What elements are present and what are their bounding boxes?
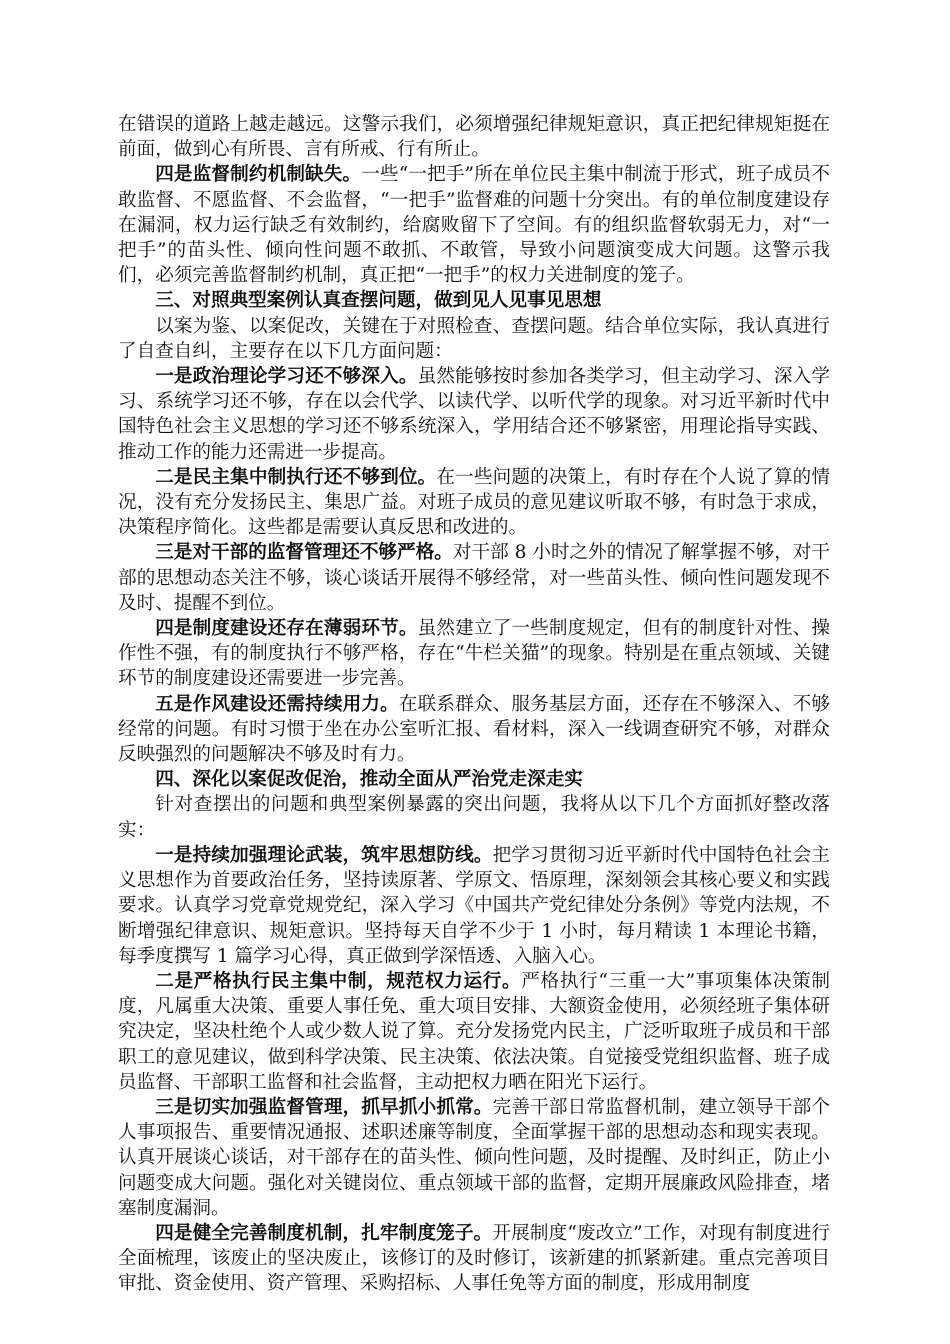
body-paragraph	[118, 616, 830, 692]
body-paragraph	[118, 1221, 830, 1297]
paragraph-text: 虽然能够按时参加各类学习，但主动学习、深入学习、系统学习还不够，存在以会代学、以读代学、以听代学的现象。对习近平新时代中国特色社会主义思想的学习还不够系统深入，学用结合还不够紧密，用理论指导实践、推动工作的能力还需进一步提高。	[118, 366, 830, 463]
paragraph-text: 针对查摆出的问题和典型案例暴露的突出问题，我将从以下几个方面抓好整改落实：	[118, 794, 830, 841]
body-paragraph	[118, 692, 830, 768]
paragraph-text: 完善干部日常监督机制，建立领导干部个人事项报告、重要情况通报、述职述廉等制度，全面掌握干部的思想动态和现实表现。认真开展谈心谈话，对干部存在的苗头性、倾向性问题，及时提醒、及时纠正，防止小问题变成大问题。强化对关键岗位、重点领域干部的监督，定期开展廉政风险排查，堵塞制度漏洞。	[118, 1096, 830, 1219]
paragraph-lead-sentence: 一是政治理论学习还不够深入。	[155, 366, 418, 388]
body-paragraph	[118, 1095, 830, 1221]
paragraph-lead-sentence: 一是持续加强理论武装，筑牢思想防线。	[155, 844, 493, 866]
paragraph-text: 一些“一把手”所在单位民主集中制流于形式，班子成员不敢监督、不愿监督、不会监督，“一把手”监督难的问题十分突出。有的单位制度建设存在漏洞，权力运行缺乏有效制约，给腐败留下了空间。有的组织监督软弱无力，对“一把手”的苗头性、倾向性问题不敢抓、不敢管，导致小问题演变成大问题。这警示我们，必须完善监督制约机制，真正把“一把手”的权力关进制度的笼子。	[118, 164, 830, 287]
body-paragraph	[118, 314, 830, 364]
paragraph-lead-sentence: 三是对干部的监督管理还不够严格。	[155, 542, 453, 564]
body-paragraph	[118, 792, 830, 842]
paragraph-lead-sentence: 二是民主集中制执行还不够到位。	[155, 466, 437, 488]
section-heading: 三、对照典型案例认真查摆问题，做到见人见事见思想	[155, 290, 602, 312]
body-paragraph	[118, 112, 830, 162]
paragraph-lead-sentence: 四是监督制约机制缺失。	[155, 164, 362, 186]
section-heading: 四、深化以案促改促治，推动全面从严治党走深走实	[155, 769, 583, 791]
paragraph-text: 严格执行“三重一大”事项集体决策制度，凡属重大决策、重要人事任免、重大项目安排、大额资金使用，必须经班子集体研究决定，坚决杜绝个人或少数人说了算。充分发扬党内民主，广泛听取班子成员和干部职工的意见建议，做到科学决策、民主决策、依法决策。自觉接受党组织监督、班子成员监督、干部职工监督和社会监督，主动把权力晒在阳光下运行。	[118, 970, 830, 1093]
body-paragraph	[118, 969, 830, 1095]
body-paragraph	[118, 465, 830, 541]
paragraph-text: 在联系群众、服务基层方面，还存在不够深入、不够经常的问题。有时习惯于坐在办公室听汇报、看材料，深入一线调查研究不够，对群众反映强烈的问题解决不够及时有力。	[118, 693, 830, 766]
paragraph-text: 对干部 8 小时之外的情况了解掌握不够，对干部的思想动态关注不够，谈心谈话开展得不够经常，对一些苗头性、倾向性问题发现不及时、提醒不到位。	[118, 542, 830, 614]
body-paragraph	[118, 843, 830, 969]
paragraph-text: 开展制度“废改立”工作，对现有制度进行全面梳理，该废止的坚决废止，该修订的及时修订，该新建的抓紧新建。重点完善项目审批、资金使用、资产管理、采购招标、人事任免等方面的制度，形成用制度	[118, 1222, 830, 1295]
paragraph-text: 在错误的道路上越走越远。这警示我们，必须增强纪律规矩意识，真正把纪律规矩挺在前面，做到心有所畏、言有所戒、行有所止。	[118, 114, 830, 161]
paragraph-text: 在一些问题的决策上，有时存在个人说了算的情况，没有充分发扬民主、集思广益。对班子成员的意见建议听取不够，有时急于求成，决策程序简化。这些都是需要认真反思和改进的。	[118, 466, 830, 539]
body-paragraph	[118, 162, 830, 288]
paragraph-lead-sentence: 五是作风建设还需持续用力。	[155, 693, 399, 715]
paragraph-lead-sentence: 三是切实加强监督管理，抓早抓小抓常。	[155, 1096, 493, 1118]
document-page	[118, 112, 830, 1297]
paragraph-text: 把学习贯彻习近平新时代中国特色社会主义思想作为首要政治任务，坚持读原著、学原文、悟原理，深刻领会其核心要义和实践要求。认真学习党章党规党纪，深入学习《中国共产党纪律处分条例》等党内法规，不断增强纪律意识、规矩意识。坚持每天自学不少于 1 小时，每月精读 1 本理论书籍，每季度撰写 1 篇学习心得，真正做到学深悟透、入脑入心。	[118, 844, 830, 967]
body-paragraph	[118, 364, 830, 465]
paragraph-lead-sentence: 四是制度建设还存在薄弱环节。	[155, 618, 418, 640]
paragraph-lead-sentence: 四是健全完善制度机制，扎牢制度笼子。	[155, 1222, 493, 1244]
paragraph-text: 以案为鉴、以案促改，关键在于对照检查、查摆问题。结合单位实际，我认真进行了自查自纠，主要存在以下几方面问题：	[118, 315, 830, 362]
paragraph-lead-sentence: 二是严格执行民主集中制，规范权力运行。	[155, 970, 522, 992]
body-paragraph	[118, 540, 830, 616]
paragraph-text: 虽然建立了一些制度规定，但有的制度针对性、操作性不强，有的制度执行不够严格，存在“牛栏关猫”的现象。特别是在重点领域、关键环节的制度建设还需要进一步完善。	[118, 618, 830, 690]
